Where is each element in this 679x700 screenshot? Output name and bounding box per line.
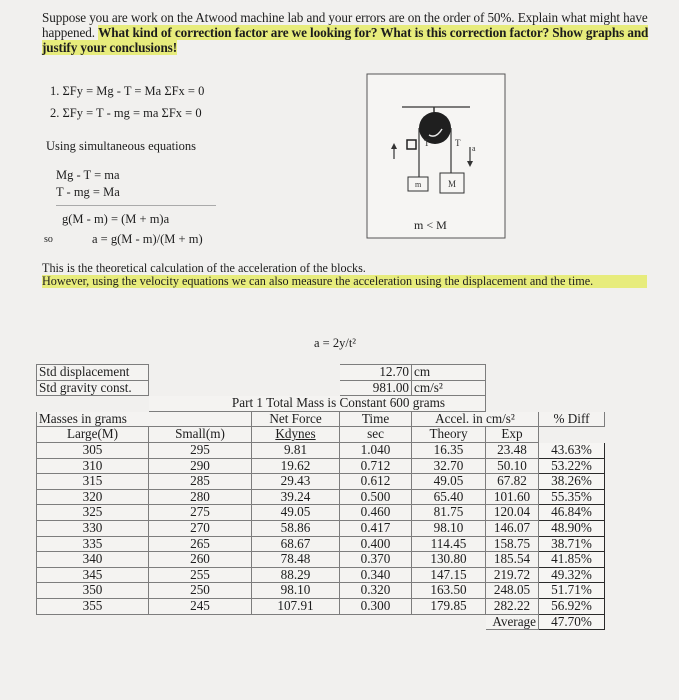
cell-exp: 282.22	[486, 598, 539, 614]
diff-header: % Diff	[539, 411, 605, 427]
std-displacement-row	[37, 365, 605, 381]
exp-header: Exp	[486, 427, 539, 443]
cell-small: 270	[149, 520, 252, 536]
cell-time: 0.460	[340, 505, 412, 521]
average-label: Average	[486, 614, 539, 630]
table-row	[37, 520, 605, 536]
cell-force: 9.81	[252, 442, 340, 458]
cell-force: 58.86	[252, 520, 340, 536]
accel-header: Accel. in cm/s²	[412, 411, 539, 427]
atwood-svg	[366, 73, 506, 239]
cell-time: 0.340	[340, 567, 412, 583]
cell-time: 0.712	[340, 458, 412, 474]
theory-note	[42, 262, 647, 288]
cell-force: 78.48	[252, 552, 340, 568]
theory-header: Theory	[412, 427, 486, 443]
cell-diff: 51.71%	[539, 583, 605, 599]
cell-time: 0.500	[340, 489, 412, 505]
table-row	[37, 567, 605, 583]
label-t-left: T	[424, 138, 430, 148]
cell-small: 290	[149, 458, 252, 474]
cell-diff: 49.32%	[539, 567, 605, 583]
cell-small: 275	[149, 505, 252, 521]
cell-diff: 53.22%	[539, 458, 605, 474]
cell-large: 310	[37, 458, 149, 474]
data-table	[36, 364, 605, 630]
label-a: a	[472, 144, 476, 153]
cell-exp: 158.75	[486, 536, 539, 552]
cell-force: 98.10	[252, 583, 340, 599]
derived-eq-1: g(M - m) = (M + m)a	[62, 212, 170, 226]
cell-force: 107.91	[252, 598, 340, 614]
average-value: 47.70%	[539, 614, 605, 630]
cell-theory: 32.70	[412, 458, 486, 474]
sec-header: sec	[340, 427, 412, 443]
atwood-diagram	[366, 73, 506, 244]
cell-exp: 23.48	[486, 442, 539, 458]
cell-exp: 219.72	[486, 567, 539, 583]
cell-large: 350	[37, 583, 149, 599]
cell-theory: 65.40	[412, 489, 486, 505]
cell-large: 325	[37, 505, 149, 521]
cell-large: 315	[37, 474, 149, 490]
cell-time: 0.300	[340, 598, 412, 614]
theory-line-1: This is the theoretical calculation of the acceleration of the blocks.	[42, 261, 366, 275]
cell-large: 330	[37, 520, 149, 536]
table-row	[37, 442, 605, 458]
cell-time: 0.417	[340, 520, 412, 536]
cell-theory: 179.85	[412, 598, 486, 614]
kdynes-header: Kdynes	[275, 426, 316, 442]
cell-small: 255	[149, 567, 252, 583]
part-title-row	[37, 396, 605, 412]
acceleration-formula: a = g(M - m)/(M + m)	[92, 232, 203, 246]
label-M: M	[448, 179, 457, 189]
cell-small: 280	[149, 489, 252, 505]
mass-relation: m < M	[414, 218, 447, 232]
cell-force: 19.62	[252, 458, 340, 474]
part-title: Part 1 Total Mass is Constant 600 grams	[149, 396, 486, 412]
std-displacement-value: 12.70	[340, 365, 412, 381]
cell-diff: 46.84%	[539, 505, 605, 521]
equation-2: 2. ΣFy = T - mg = ma ΣFx = 0	[50, 106, 202, 120]
cell-diff: 55.35%	[539, 489, 605, 505]
cell-diff: 43.63%	[539, 442, 605, 458]
cell-small: 260	[149, 552, 252, 568]
prompt-instruction: What kind of correction factor are we looking for? What is this correction factor? Show graphs and justify your conclusions!	[42, 25, 649, 55]
cell-time: 0.320	[340, 583, 412, 599]
cell-diff: 38.71%	[539, 536, 605, 552]
time-header: Time	[340, 411, 412, 427]
cell-time: 0.400	[340, 536, 412, 552]
cell-force: 68.67	[252, 536, 340, 552]
equation-1: 1. ΣFy = Mg - T = Ma ΣFx = 0	[50, 84, 205, 98]
cell-diff: 48.90%	[539, 520, 605, 536]
cell-theory: 147.15	[412, 567, 486, 583]
cell-exp: 185.54	[486, 552, 539, 568]
cell-small: 250	[149, 583, 252, 599]
average-row	[37, 614, 605, 630]
table-row	[37, 505, 605, 521]
cell-large: 345	[37, 567, 149, 583]
cell-theory: 16.35	[412, 442, 486, 458]
cell-force: 39.24	[252, 489, 340, 505]
cell-time: 0.612	[340, 474, 412, 490]
cell-theory: 98.10	[412, 520, 486, 536]
cell-theory: 130.80	[412, 552, 486, 568]
large-header: Large(M)	[37, 427, 149, 443]
std-gravity-value: 981.00	[340, 380, 412, 396]
cell-exp: 146.07	[486, 520, 539, 536]
cell-time: 0.370	[340, 552, 412, 568]
label-m: m	[415, 180, 422, 189]
cell-exp: 248.05	[486, 583, 539, 599]
prompt-question: Suppose you are work on the Atwood machine lab and your errors are on the order of 50%. Explain what might have happened.	[42, 10, 648, 40]
cell-small: 265	[149, 536, 252, 552]
cell-large: 305	[37, 442, 149, 458]
std-displacement-unit: cm	[412, 365, 486, 381]
small-header: Small(m)	[149, 427, 252, 443]
cell-force: 29.43	[252, 474, 340, 490]
cell-large: 335	[37, 536, 149, 552]
cell-small: 295	[149, 442, 252, 458]
label-t-right: T	[455, 138, 461, 148]
std-displacement-label: Std displacement	[37, 365, 149, 381]
cell-large: 340	[37, 552, 149, 568]
cell-diff: 38.26%	[539, 474, 605, 490]
cell-exp: 101.60	[486, 489, 539, 505]
std-gravity-unit: cm/s²	[412, 380, 486, 396]
cell-force: 49.05	[252, 505, 340, 521]
so-label: so	[44, 234, 53, 245]
theory-line-2: However, using the velocity equations we can also measure the acceleration using the displacement and the time.	[42, 275, 647, 288]
header-row-1	[37, 411, 605, 427]
table-row	[37, 598, 605, 614]
kinematic-formula: a = 2y/t²	[314, 336, 357, 350]
table-row	[37, 489, 605, 505]
cell-large: 355	[37, 598, 149, 614]
table-row	[37, 583, 605, 599]
simultaneous-eq-1: Mg - T = ma	[56, 168, 120, 182]
cell-force: 88.29	[252, 567, 340, 583]
std-gravity-row	[37, 380, 605, 396]
header-row-2	[37, 427, 605, 443]
simultaneous-eq-2: T - mg = Ma	[56, 185, 120, 199]
cell-large: 320	[37, 489, 149, 505]
cell-theory: 49.05	[412, 474, 486, 490]
cell-exp: 50.10	[486, 458, 539, 474]
cell-exp: 120.04	[486, 505, 539, 521]
cell-theory: 163.50	[412, 583, 486, 599]
cell-exp: 67.82	[486, 474, 539, 490]
table-row	[37, 458, 605, 474]
net-force-header: Net Force	[252, 411, 340, 427]
cell-theory: 81.75	[412, 505, 486, 521]
simultaneous-heading: Using simultaneous equations	[46, 139, 196, 153]
table-row	[37, 474, 605, 490]
cell-time: 1.040	[340, 442, 412, 458]
cell-small: 245	[149, 598, 252, 614]
cell-theory: 114.45	[412, 536, 486, 552]
cell-diff: 56.92%	[539, 598, 605, 614]
std-gravity-label: Std gravity const.	[37, 380, 149, 396]
sum-divider	[56, 205, 216, 206]
cell-diff: 41.85%	[539, 552, 605, 568]
table-row	[37, 536, 605, 552]
masses-header: Masses in grams	[37, 411, 252, 427]
assignment-prompt	[42, 10, 664, 55]
data-rows	[37, 442, 605, 614]
cell-small: 285	[149, 474, 252, 490]
table-row	[37, 552, 605, 568]
